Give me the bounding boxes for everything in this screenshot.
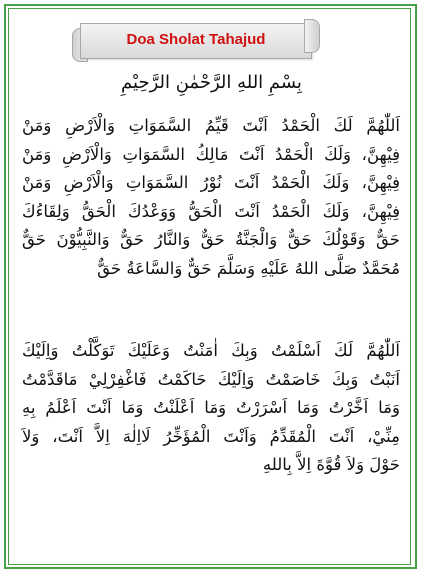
prayer-line: حَوْلَ وَلاَ قُوَّةَ اِلاَّ بِاللهِ bbox=[262, 455, 400, 474]
prayer-line: مُحَمَّدٌ صَلَّى اللهُ عَلَيْهِ وَسَلَّمَ حَقٌّ وَالسَّاعَةُ حَقٌّ bbox=[97, 258, 400, 278]
prayer-line: حَقٌّ وَقَوْلُكَ حَقٌّ وَالْجَنَّةُ حَقٌّ وَالنَّارُ حَقٌّ وَالنَّبِيُّوْنَ حَقٌّ bbox=[22, 230, 400, 249]
prayer-line: وَمَا اَخَّرْتُ وَمَا اَسْرَرْتُ وَمَا اَعْلَنْتُ وَمَا اَنْتَ اَعْلَمُ بِهِ bbox=[22, 398, 400, 417]
prayer-paragraph-1 bbox=[22, 112, 400, 283]
prayer-line: فِيْهِنَّ، وَلَكَ الْحَمْدُ اَنْتَ مَالِكُ السَّمَوَاتِ وَالْاَرْضِ وَمَنْ bbox=[22, 144, 400, 164]
prayer-line: مِنِّيْ، اَنْتَ الْمُقَدِّمُ وَاَنْتَ الْمُؤَخِّرُ لَااِلٰهَ اِلاَّ اَنْتَ، وَلاَ bbox=[22, 426, 400, 446]
prayer-line: اَللّٰهُمَّ لَكَ الْحَمْدُ اَنْتَ قَيِّمُ السَّمَوَاتِ وَالْاَرْضِ وَمَنْ bbox=[22, 116, 400, 135]
basmala: بِسْمِ اللهِ الرَّحْمٰنِ الرَّحِيْمِ bbox=[121, 72, 302, 93]
prayer-line: فِيْهِنَّ، وَلَكَ الْحَمْدُ اَنْتَ الْحَقُّ وَوَعْدُكَ الْحَقُّ وَلِقَاءُكَ bbox=[22, 201, 400, 221]
prayer-line: اَنَبْتُ وَبِكَ خَاصَمْتُ وَاِلَيْكَ حَاكَمْتُ فَاغْفِرْلِيْ مَاقَدَّمْتُ bbox=[22, 369, 400, 389]
prayer-line: اَللّٰهُمَّ لَكَ اَسْلَمْتُ وَبِكَ اٰمَنْتُ وَعَلَيْكَ تَوَكَّلْتُ وَاِلَيْكَ bbox=[22, 341, 400, 360]
page-title: Doa Sholat Tahajud bbox=[126, 31, 266, 48]
prayer-paragraph-2 bbox=[22, 337, 400, 480]
prayer-line: فِيْهِنَّ، وَلَكَ الْحَمْدُ اَنْتَ نُوْرُ السَّمَوَاتِ وَالْاَرْضِ وَمَنْ bbox=[22, 173, 400, 192]
